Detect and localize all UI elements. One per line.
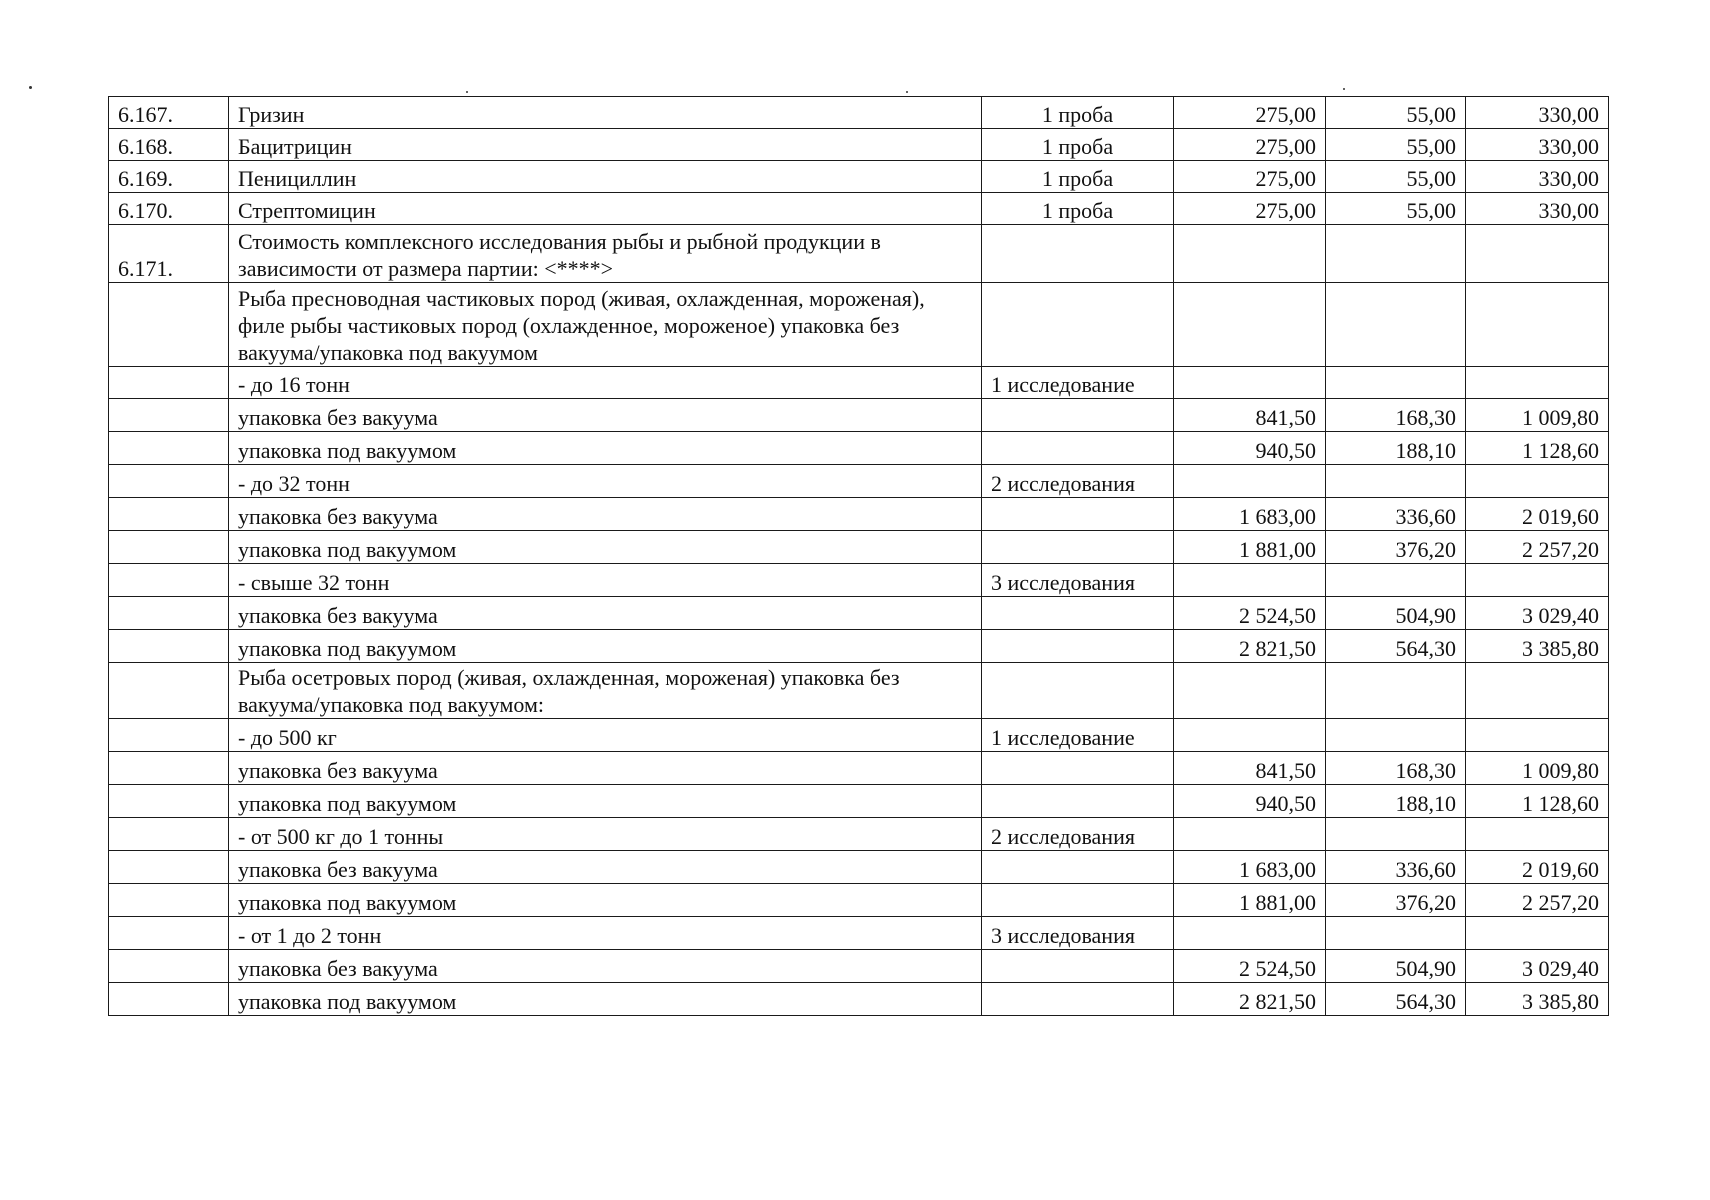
scan-speck: [1343, 88, 1345, 90]
item-number-cell: [109, 983, 229, 1016]
item-number-cell: [109, 917, 229, 950]
price-cell: [1174, 719, 1326, 752]
item-number-cell: 6.170.: [109, 193, 229, 225]
item-name-cell: - до 500 кг: [229, 719, 982, 752]
table-row: [109, 950, 1609, 983]
total-cell: 330,00: [1466, 161, 1609, 193]
item-name-cell: упаковка под вакуумом: [229, 983, 982, 1016]
price-cell: 275,00: [1174, 97, 1326, 129]
vat-cell: [1326, 367, 1466, 399]
vat-cell: 376,20: [1326, 531, 1466, 564]
total-cell: 1 128,60: [1466, 785, 1609, 818]
price-cell: [1174, 283, 1326, 367]
item-name-cell: Стрептомицин: [229, 193, 982, 225]
item-name-cell: - от 500 кг до 1 тонны: [229, 818, 982, 851]
vat-cell: 168,30: [1326, 752, 1466, 785]
vat-cell: 55,00: [1326, 97, 1466, 129]
table-row: [109, 983, 1609, 1016]
price-cell: 2 821,50: [1174, 630, 1326, 663]
vat-cell: 188,10: [1326, 432, 1466, 465]
item-name-cell: упаковка без вакуума: [229, 498, 982, 531]
item-name-cell: упаковка без вакуума: [229, 399, 982, 432]
total-cell: [1466, 225, 1609, 283]
item-name-cell: Гризин: [229, 97, 982, 129]
vat-cell: 55,00: [1326, 129, 1466, 161]
item-number-cell: [109, 752, 229, 785]
item-number-cell: [109, 851, 229, 884]
price-cell: 275,00: [1174, 193, 1326, 225]
item-number-cell: [109, 498, 229, 531]
vat-cell: [1326, 283, 1466, 367]
table-row: [109, 97, 1609, 129]
unit-cell: [982, 752, 1174, 785]
item-number-cell: [109, 399, 229, 432]
item-name-cell: Рыба пресноводная частиковых пород (живая, охлажденная, мороженая), филе рыбы частиковых пород (охлажденное, мороженое) упаковка без вакуума/упаковка под вакуумом: [229, 283, 982, 367]
table-row: [109, 225, 1609, 283]
unit-cell: 2 исследования: [982, 818, 1174, 851]
table-row: [109, 785, 1609, 818]
item-number-cell: [109, 564, 229, 597]
price-cell: 2 821,50: [1174, 983, 1326, 1016]
total-cell: 1 009,80: [1466, 399, 1609, 432]
price-cell: 1 881,00: [1174, 884, 1326, 917]
total-cell: 2 019,60: [1466, 851, 1609, 884]
table-row: [109, 531, 1609, 564]
table-row: [109, 719, 1609, 752]
unit-cell: 2 исследования: [982, 465, 1174, 498]
item-number-cell: [109, 884, 229, 917]
item-number-cell: [109, 630, 229, 663]
price-cell: 2 524,50: [1174, 597, 1326, 630]
item-number-cell: [109, 283, 229, 367]
table-row: [109, 161, 1609, 193]
unit-cell: 1 проба: [982, 193, 1174, 225]
total-cell: 1 009,80: [1466, 752, 1609, 785]
scan-speck: [29, 86, 32, 89]
vat-cell: 504,90: [1326, 597, 1466, 630]
price-cell: 1 683,00: [1174, 851, 1326, 884]
total-cell: [1466, 663, 1609, 719]
unit-cell: [982, 630, 1174, 663]
item-name-cell: Стоимость комплексного исследования рыбы и рыбной продукции в зависимости от размера партии: <****>: [229, 225, 982, 283]
total-cell: [1466, 818, 1609, 851]
unit-cell: 1 проба: [982, 161, 1174, 193]
table-row: [109, 193, 1609, 225]
item-number-cell: [109, 719, 229, 752]
total-cell: 3 029,40: [1466, 950, 1609, 983]
price-table-body: [109, 97, 1609, 1016]
vat-cell: [1326, 818, 1466, 851]
vat-cell: 504,90: [1326, 950, 1466, 983]
vat-cell: 336,60: [1326, 851, 1466, 884]
table-row: [109, 752, 1609, 785]
total-cell: 3 385,80: [1466, 983, 1609, 1016]
total-cell: [1466, 564, 1609, 597]
price-table: [108, 96, 1609, 1016]
total-cell: [1466, 283, 1609, 367]
item-name-cell: Пенициллин: [229, 161, 982, 193]
item-number-cell: 6.167.: [109, 97, 229, 129]
unit-cell: 1 проба: [982, 97, 1174, 129]
total-cell: 1 128,60: [1466, 432, 1609, 465]
total-cell: 330,00: [1466, 97, 1609, 129]
total-cell: 2 257,20: [1466, 884, 1609, 917]
price-cell: [1174, 465, 1326, 498]
unit-cell: [982, 432, 1174, 465]
vat-cell: 564,30: [1326, 983, 1466, 1016]
price-cell: [1174, 663, 1326, 719]
price-cell: 841,50: [1174, 399, 1326, 432]
table-row: [109, 663, 1609, 719]
unit-cell: [982, 283, 1174, 367]
vat-cell: 55,00: [1326, 193, 1466, 225]
item-name-cell: Рыба осетровых пород (живая, охлажденная, мороженая) упаковка без вакуума/упаковка под вакуумом:: [229, 663, 982, 719]
total-cell: 3 385,80: [1466, 630, 1609, 663]
price-cell: [1174, 564, 1326, 597]
unit-cell: [982, 851, 1174, 884]
vat-cell: [1326, 564, 1466, 597]
total-cell: [1466, 719, 1609, 752]
price-cell: 1 881,00: [1174, 531, 1326, 564]
item-number-cell: 6.169.: [109, 161, 229, 193]
unit-cell: [982, 531, 1174, 564]
table-row: [109, 917, 1609, 950]
unit-cell: [982, 785, 1174, 818]
item-number-cell: [109, 531, 229, 564]
vat-cell: [1326, 663, 1466, 719]
price-cell: 841,50: [1174, 752, 1326, 785]
price-cell: 2 524,50: [1174, 950, 1326, 983]
vat-cell: 376,20: [1326, 884, 1466, 917]
table-row: [109, 283, 1609, 367]
unit-cell: 1 исследование: [982, 719, 1174, 752]
item-name-cell: упаковка без вакуума: [229, 851, 982, 884]
unit-cell: [982, 983, 1174, 1016]
item-name-cell: упаковка под вакуумом: [229, 630, 982, 663]
total-cell: 2 019,60: [1466, 498, 1609, 531]
unit-cell: [982, 663, 1174, 719]
unit-cell: 3 исследования: [982, 917, 1174, 950]
unit-cell: 1 проба: [982, 129, 1174, 161]
table-row: [109, 564, 1609, 597]
unit-cell: [982, 597, 1174, 630]
item-name-cell: упаковка под вакуумом: [229, 432, 982, 465]
vat-cell: [1326, 225, 1466, 283]
unit-cell: 3 исследования: [982, 564, 1174, 597]
unit-cell: [982, 950, 1174, 983]
vat-cell: 564,30: [1326, 630, 1466, 663]
item-name-cell: - до 16 тонн: [229, 367, 982, 399]
item-name-cell: - свыше 32 тонн: [229, 564, 982, 597]
price-cell: 940,50: [1174, 785, 1326, 818]
table-row: [109, 367, 1609, 399]
total-cell: 2 257,20: [1466, 531, 1609, 564]
table-row: [109, 465, 1609, 498]
table-row: [109, 884, 1609, 917]
item-number-cell: [109, 597, 229, 630]
scan-speck: [906, 91, 908, 93]
price-cell: [1174, 367, 1326, 399]
vat-cell: 188,10: [1326, 785, 1466, 818]
total-cell: 3 029,40: [1466, 597, 1609, 630]
vat-cell: [1326, 917, 1466, 950]
item-name-cell: Бацитрицин: [229, 129, 982, 161]
total-cell: [1466, 465, 1609, 498]
item-number-cell: [109, 785, 229, 818]
item-name-cell: упаковка без вакуума: [229, 597, 982, 630]
price-cell: [1174, 225, 1326, 283]
table-row: [109, 432, 1609, 465]
total-cell: [1466, 917, 1609, 950]
scan-speck: [466, 91, 468, 93]
table-row: [109, 630, 1609, 663]
item-name-cell: упаковка под вакуумом: [229, 785, 982, 818]
unit-cell: [982, 498, 1174, 531]
unit-cell: [982, 399, 1174, 432]
vat-cell: [1326, 719, 1466, 752]
item-name-cell: - от 1 до 2 тонн: [229, 917, 982, 950]
item-number-cell: [109, 663, 229, 719]
table-row: [109, 851, 1609, 884]
unit-cell: [982, 225, 1174, 283]
total-cell: [1466, 367, 1609, 399]
item-name-cell: упаковка под вакуумом: [229, 884, 982, 917]
vat-cell: 55,00: [1326, 161, 1466, 193]
total-cell: 330,00: [1466, 129, 1609, 161]
vat-cell: 168,30: [1326, 399, 1466, 432]
price-cell: 940,50: [1174, 432, 1326, 465]
table-row: [109, 498, 1609, 531]
item-number-cell: [109, 432, 229, 465]
item-name-cell: - до 32 тонн: [229, 465, 982, 498]
item-number-cell: [109, 950, 229, 983]
item-name-cell: упаковка без вакуума: [229, 752, 982, 785]
item-name-cell: упаковка под вакуумом: [229, 531, 982, 564]
vat-cell: 336,60: [1326, 498, 1466, 531]
price-cell: 275,00: [1174, 161, 1326, 193]
price-cell: 275,00: [1174, 129, 1326, 161]
item-name-cell: упаковка без вакуума: [229, 950, 982, 983]
item-number-cell: 6.171.: [109, 225, 229, 283]
price-cell: 1 683,00: [1174, 498, 1326, 531]
table-row: [109, 818, 1609, 851]
item-number-cell: [109, 367, 229, 399]
table-row: [109, 129, 1609, 161]
item-number-cell: 6.168.: [109, 129, 229, 161]
table-row: [109, 399, 1609, 432]
total-cell: 330,00: [1466, 193, 1609, 225]
vat-cell: [1326, 465, 1466, 498]
table-row: [109, 597, 1609, 630]
price-cell: [1174, 818, 1326, 851]
item-number-cell: [109, 465, 229, 498]
price-cell: [1174, 917, 1326, 950]
unit-cell: 1 исследование: [982, 367, 1174, 399]
item-number-cell: [109, 818, 229, 851]
unit-cell: [982, 884, 1174, 917]
